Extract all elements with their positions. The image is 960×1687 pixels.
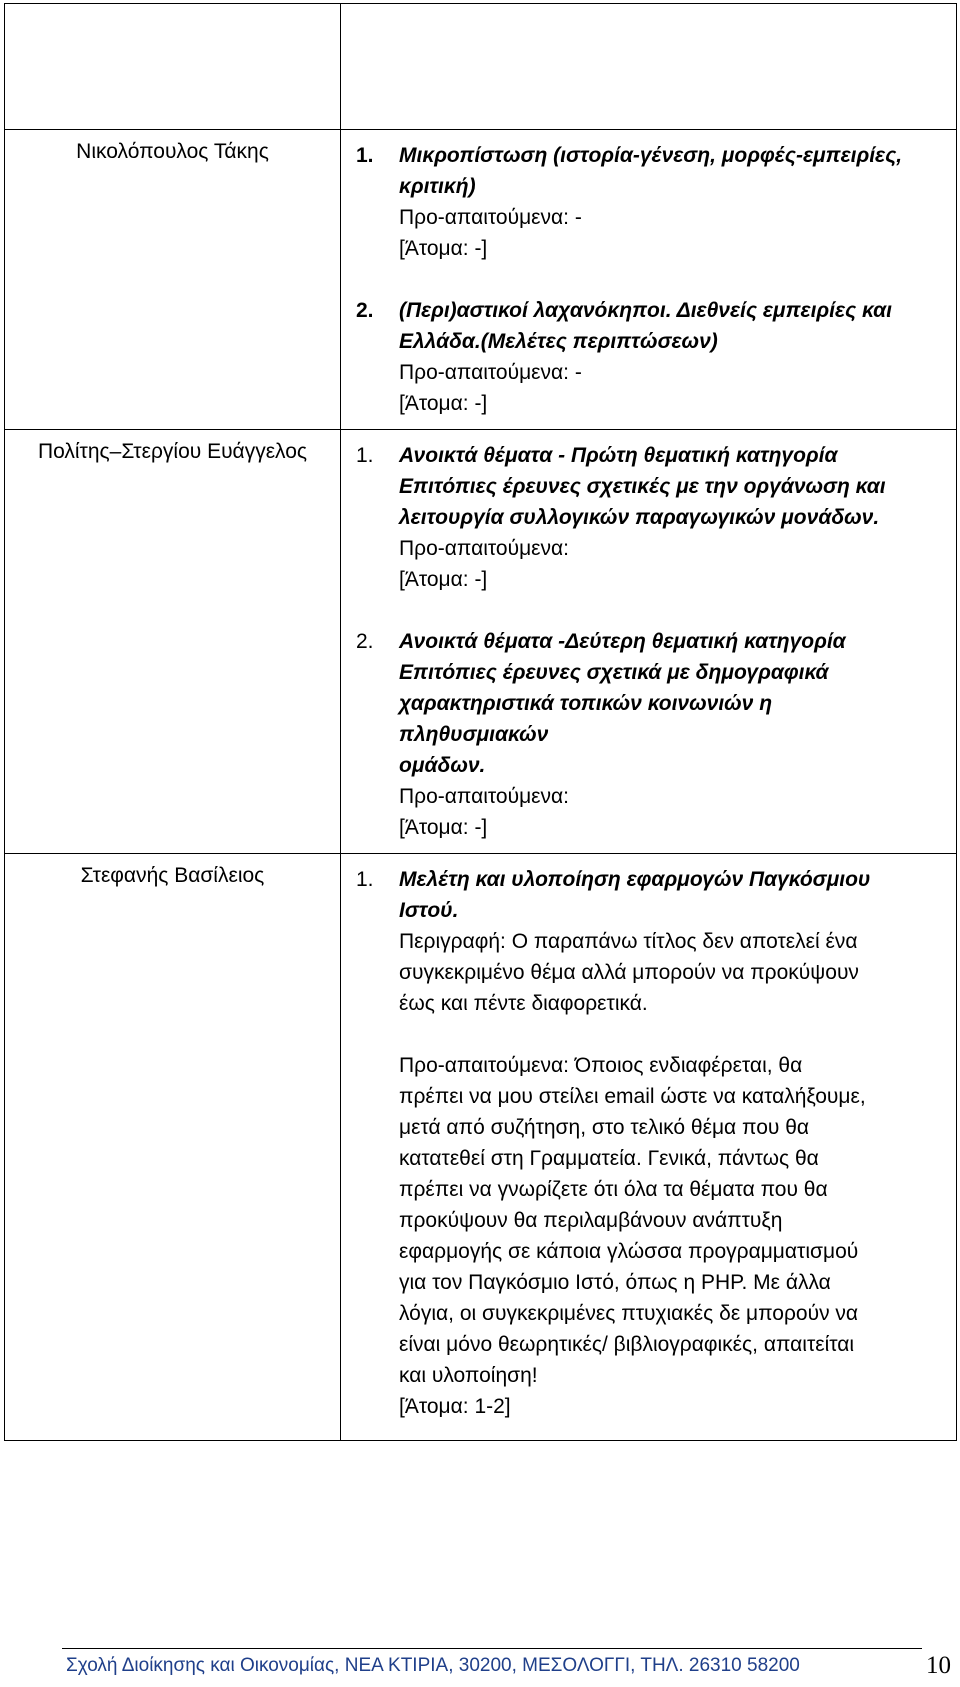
footer-address: Σχολή Διοίκησης και Οικονομίας, ΝΕΑ ΚΤΙΡΙΑ, 30200, ΜΕΣΟΛΟΓΓΙ, ΤΗΛ. 26310 58200 (66, 1655, 800, 1676)
supervisor-name-cell (5, 130, 341, 430)
supervisor-name: Στεφανής Βασίλειος (80, 864, 265, 887)
prerequisites-line: προκύψουν θα περιλαμβάνουν ανάπτυξη (399, 1209, 783, 1232)
prerequisites-line: και υλοποίηση! (399, 1364, 538, 1387)
prerequisites-line: λόγια, οι συγκεκριμένες πτυχιακές δε μπορούν να (399, 1302, 859, 1325)
prerequisites-text: Προ-απαιτούμενα: - (399, 206, 582, 229)
topic-number: 1. (356, 868, 374, 891)
supervisor-name: Πολίτης–Στεργίου Ευάγγελος (37, 440, 308, 463)
supervisor-name-cell (5, 854, 341, 1441)
description-line: Περιγραφή: Ο παραπάνω τίτλος δεν αποτελεί ένα (399, 930, 858, 953)
topic-title-line: Ανοικτά θέματα -Δεύτερη θεματική κατηγορία (399, 630, 846, 653)
page-number: 10 (926, 1652, 951, 1679)
topic-number: 2. (356, 630, 374, 653)
topic-title-line: Μικροπίστωση (ιστορία-γένεση, μορφές-εμπειρίες, (399, 144, 903, 167)
topics-cell (341, 854, 957, 1441)
topic-item (341, 440, 948, 595)
topic-title-line: κριτική) (399, 175, 476, 198)
prerequisites-line: εφαρμογής σε κάποια γλώσσα προγραμματισμού (399, 1240, 859, 1263)
empty-cell (5, 4, 341, 130)
topic-title-line: Ανοικτά θέματα - Πρώτη θεματική κατηγορία (399, 444, 838, 467)
students-count-text: [Άτομα: -] (399, 816, 488, 839)
topic-title-line: χαρακτηριστικά τοπικών κοινωνιών η (399, 692, 773, 715)
topic-item (341, 626, 948, 843)
table-row-empty (5, 4, 957, 130)
table-row (5, 130, 957, 430)
topics-cell (341, 430, 957, 854)
topics-cell (341, 130, 957, 430)
topic-title-line: πληθυσμιακών (399, 723, 549, 746)
topic-number: 2. (356, 299, 374, 322)
students-count-text: [Άτομα: 1-2] (399, 1395, 511, 1418)
topic-item (341, 140, 948, 264)
topic-number: 1. (356, 444, 374, 467)
topic-title-line: λειτουργία συλλογικών παραγωγικών μονάδων. (399, 506, 880, 529)
supervisor-name: Νικολόπουλος Τάκης (76, 140, 269, 163)
prerequisites-line: Προ-απαιτούμενα: Όποιος ενδιαφέρεται, θα (399, 1054, 803, 1077)
footer-divider (62, 1648, 922, 1649)
topics-table (4, 3, 957, 1441)
topic-title-line: Μελέτη και υλοποίηση εφαρμογών Παγκόσμιου (399, 868, 871, 891)
topic-title-line: ομάδων. (399, 754, 486, 777)
prerequisites-line: είναι μόνο θεωρητικές/ βιβλιογραφικές, απαιτείται (399, 1333, 855, 1356)
empty-cell (341, 4, 957, 130)
topic-title-line: Επιτόπιες έρευνες σχετικές με την οργάνωση και (399, 475, 886, 498)
prerequisites-text: Προ-απαιτούμενα: (399, 785, 570, 808)
topic-title-line: (Περι)αστικοί λαχανόκηποι. Διεθνείς εμπειρίες και (399, 299, 892, 322)
table-row (5, 854, 957, 1441)
prerequisites-line: για τον Παγκόσμιο Ιστό, όπως η PHP. Με άλλα (399, 1271, 831, 1294)
supervisor-name-cell (5, 430, 341, 854)
prerequisites-line: μετά από συζήτηση, στο τελικό θέμα που θα (399, 1116, 810, 1139)
topic-item (341, 295, 948, 419)
students-count-text: [Άτομα: -] (399, 568, 488, 591)
page-footer (0, 1640, 960, 1680)
topic-item (341, 864, 948, 1422)
students-count-text: [Άτομα: -] (399, 392, 488, 415)
topic-number: 1. (356, 144, 374, 167)
prerequisites-line: πρέπει να μου στείλει email ώστε να καταλήξουμε, (399, 1085, 866, 1108)
topic-title-line: Επιτόπιες έρευνες σχετικά με δημογραφικά (399, 661, 829, 684)
table-row (5, 430, 957, 854)
prerequisites-line: πρέπει να γνωρίζετε ότι όλα τα θέματα που θα (399, 1178, 828, 1201)
topic-title-line: Ιστού. (399, 899, 459, 922)
students-count-text: [Άτομα: -] (399, 237, 488, 260)
prerequisites-text: Προ-απαιτούμενα: - (399, 361, 582, 384)
prerequisites-text: Προ-απαιτούμενα: (399, 537, 570, 560)
description-line: συγκεκριμένο θέμα αλλά μπορούν να προκύψουν (399, 961, 859, 984)
topic-title-line: Ελλάδα.(Μελέτες περιπτώσεων) (399, 330, 718, 353)
description-line: έως και πέντε διαφορετικά. (399, 992, 648, 1015)
prerequisites-line: κατατεθεί στη Γραμματεία. Γενικά, πάντως θα (399, 1147, 819, 1170)
